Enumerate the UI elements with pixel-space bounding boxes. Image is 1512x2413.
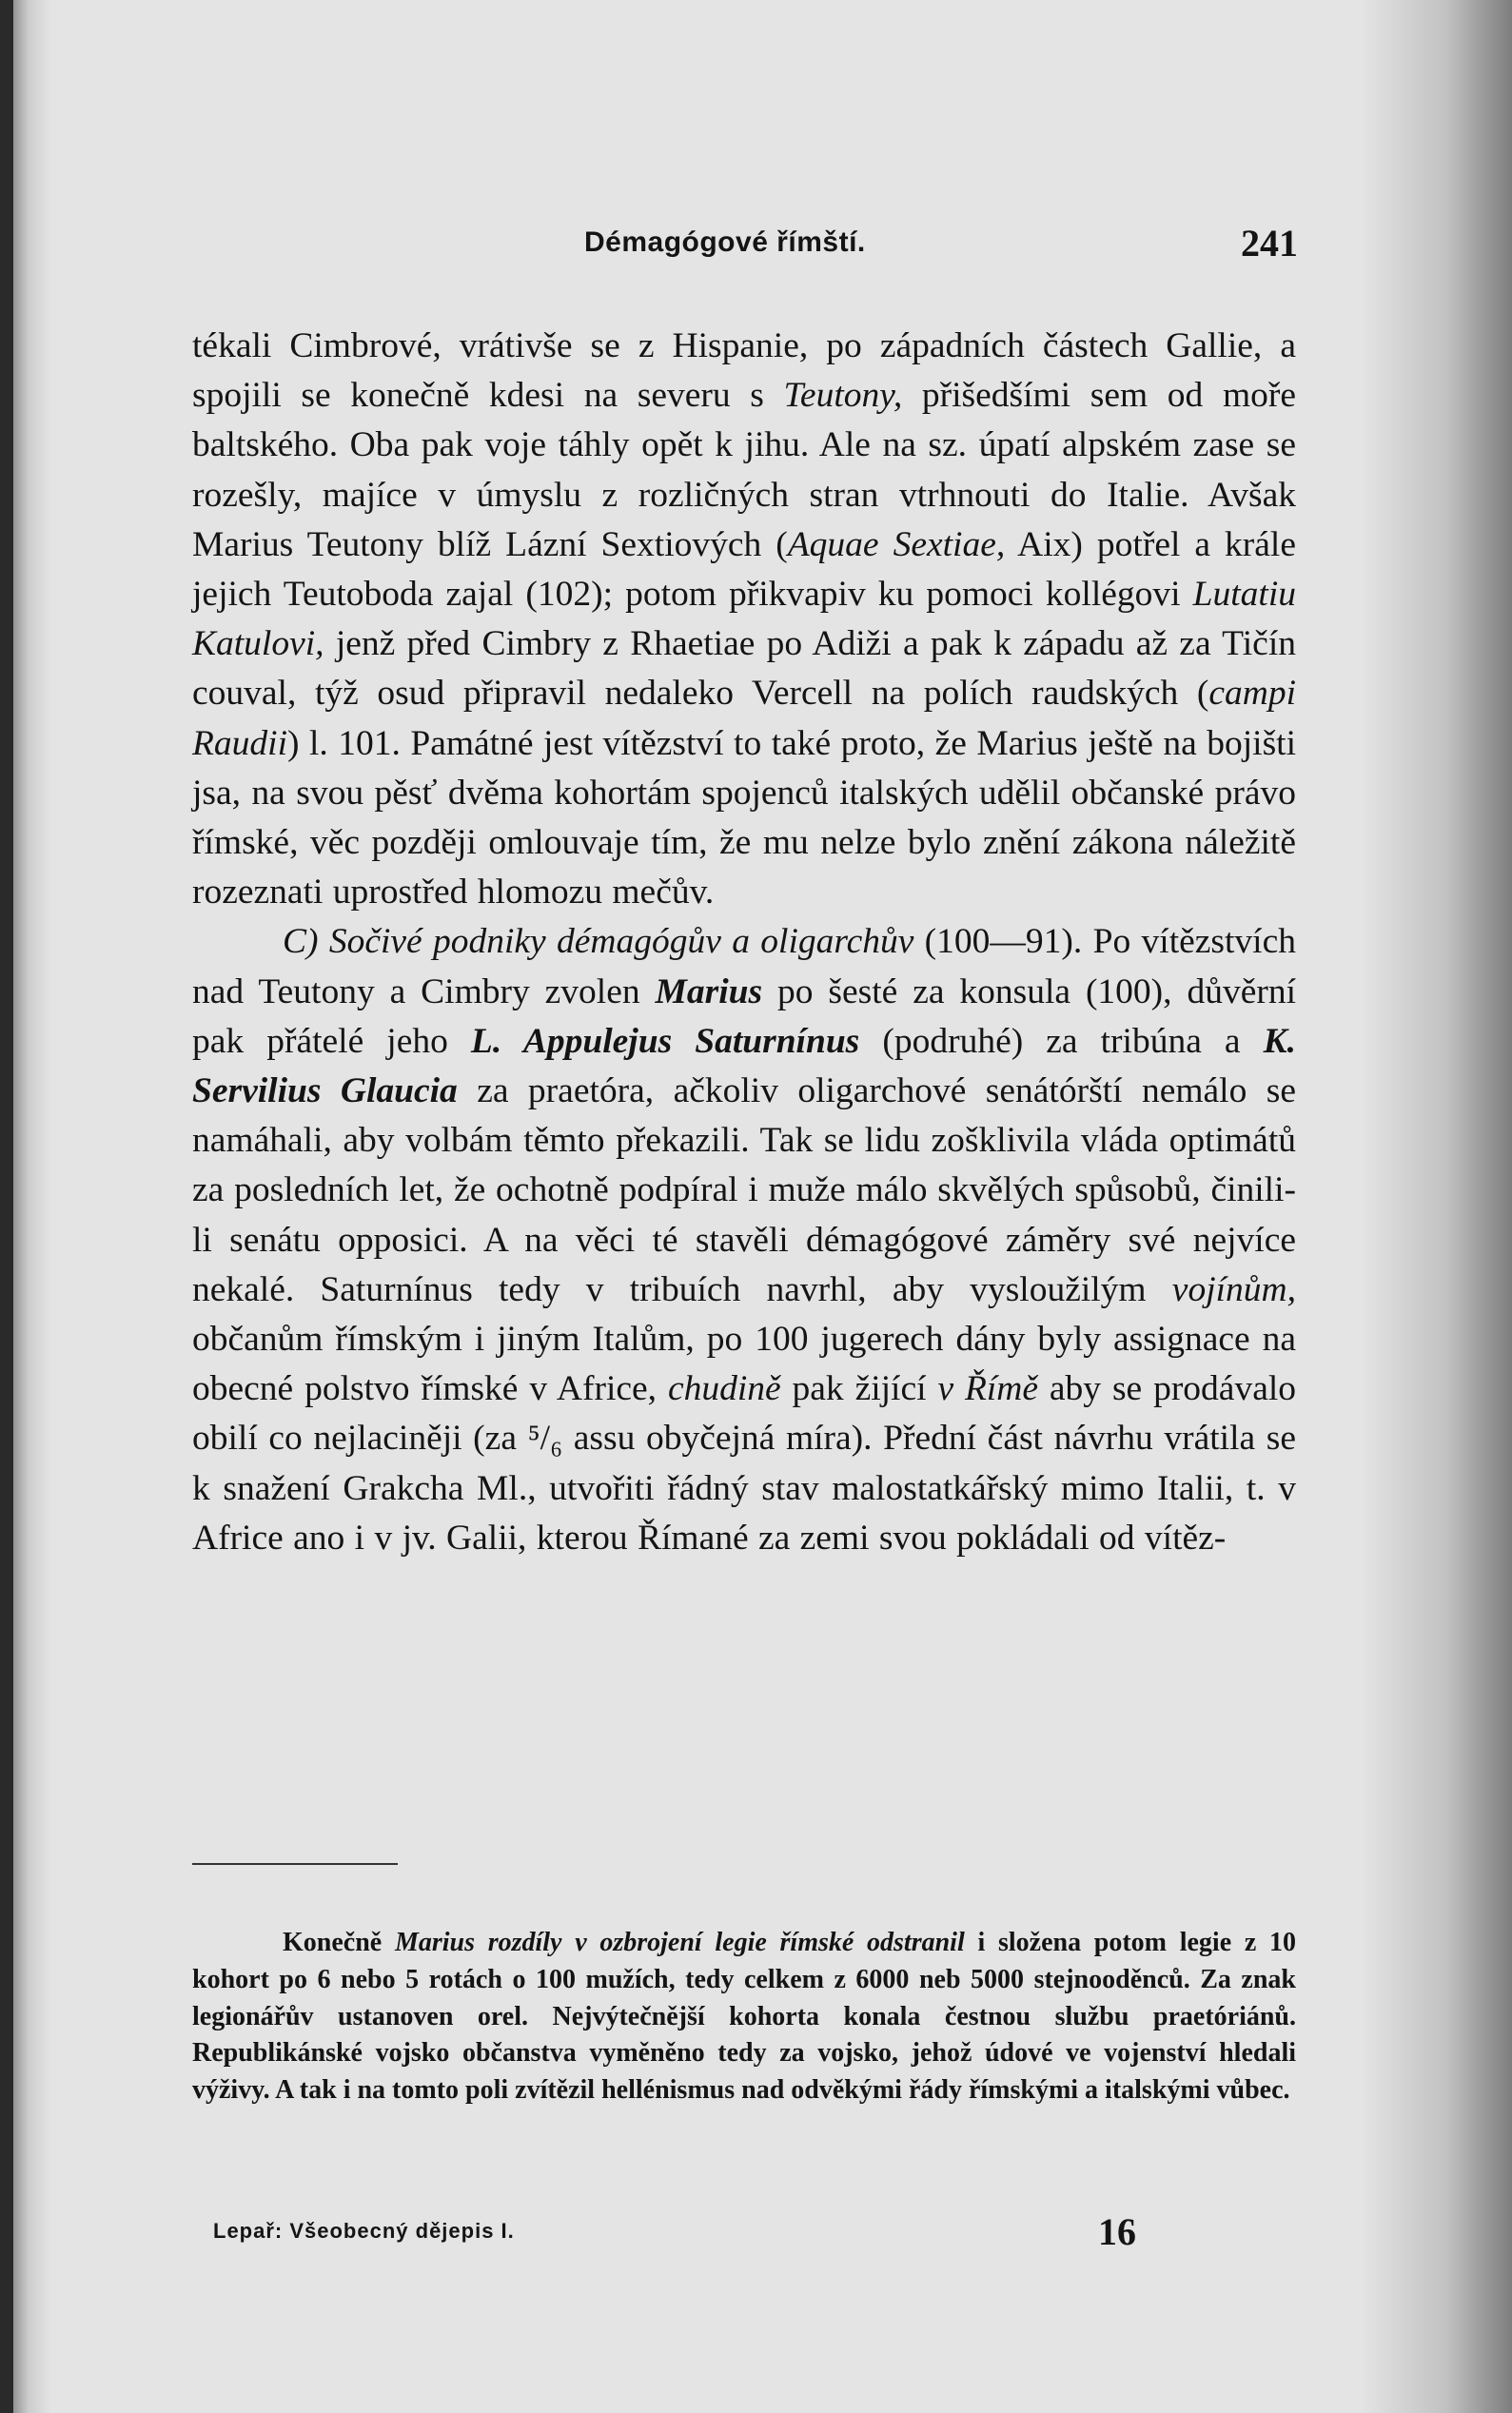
p1-text-i: ) l. 101. Památné jest vítězství to také proto, že Marius ještě na bojišti jsa, na svou pěsť dvěma kohortám spojenců italských udělil občanské právo římské, věc později omlouvaje tím, že mu nelze bylo znění zákona náležitě rozeznati uprostřed hlomozu mečův. [192,723,1296,912]
signature-line [213,2210,1165,2263]
running-head [584,222,1298,274]
section-heading-c: C) Sočivé podniky démagógův a oligarchův [283,922,914,962]
sheet-number: 16 [1098,2210,1136,2253]
footnote-separator [192,1863,398,1865]
p2-text-l: pak žijící [780,1369,938,1409]
body-text [192,322,1296,1563]
printer-signature: Lepař: Všeobecný dějepis I. [213,2219,515,2243]
p2-name-marius: Marius [655,971,763,1011]
p2-italic-v-rime: v Římě [937,1369,1039,1409]
p2-text-b: (100—91). Po vítězstvích nad Teutony a Cimbry zvolen [192,922,1296,1011]
book-page [13,0,1512,2413]
p1-italic-teutony: Teutony, [783,376,903,416]
p2-text-j: občanům římským i jiným Italům, po 100 jugerech dány byly assignace na obecné polstvo římské v Africe, [192,1320,1296,1409]
p1-italic-lutatiu-katulovi: Lutatiu Katulovi, [192,575,1296,664]
footnote-italic: Marius rozdíly v ozbrojení legie římské odstranil [394,1928,965,1957]
p2-text-f: (podruhé) za tribúna a [859,1021,1264,1061]
p2-text-n: aby se prodávalo obilí co nejlaciněji (za ⁵/₆ assu obyčejná míra). Přední část návrhu vrátila se k snažení Grakcha Ml., utvořiti řádný stav malostatkářský mimo Italii, t. v Africe ano i v jv. Galii, kterou Římané za zemi svou pokládali od vítěz- [192,1369,1297,1558]
p1-text-c: přišedšími sem od moře baltského. Oba pak voje táhly opět k jihu. Ale na sz. úpatí alpském zase se rozešly, majíce v úmyslu z rozličných stran vtrhnouti do Italie. Avšak Marius Teutony blíž Lázní Sextiových ( [192,376,1297,564]
footnote-text-c: i složena potom legie z 10 kohort po 6 nebo 5 rotách o 100 mužích, tedy celkem z 6000 neb 5000 stejnooděnců. Za znak legionářův ustanoven orel. Nejvýtečnější kohorta konala čestnou službu praetóriánů. Republikánské vojsko občanstva vyměněno tedy za vojsko, jehož údové ve vojenství hledali výživy. A tak i na tomto poli zvítězil hellénismus nad odvěkými řády římskými a italskými vůbec. [192,1928,1297,2106]
footnote-text-a: Konečně [283,1928,395,1957]
page-number: 241 [1241,222,1298,265]
p2-italic-vojinum: vojínům, [1171,1269,1296,1309]
footnote [192,1925,1296,2109]
p1-text-g: jenž před Cimbry z Rhaetiae po Adiži a pak k západu až za Tičín couval, týž osud připravil nedaleko Vercell na polích raudských ( [192,624,1296,714]
p2-name-appulejus: L. Appulejus Saturnínus [470,1021,860,1061]
p1-text-e: Aix) potřel a krále jejich Teutoboda zajal (102); potom přikvapiv ku pomoci kollégovi [192,524,1296,615]
p2-name-glaucia: K. Servilius Glaucia [192,1021,1296,1111]
p1-italic-campi-raudii: campi Raudii [192,674,1296,763]
p2-text-h: za praetóra, ačkoliv oligarchové senátórští nemálo se namáhali, aby volbám těmto překazili. Tak se lidu zošklivila vláda optimátů za posledních let, že ochotně podpíral i muže málo skvělých spůsobů, činili-li senátu opposici. A na věci té stavěli démagógové záměry své nejvíce nekalé. Saturnínus tedy v tribuích navrhl, aby vysloužilým [192,1071,1296,1309]
p2-italic-chudine: chudině [667,1369,781,1409]
p1-italic-aquae-sextiae: Aquae Sextiae, [787,524,1006,564]
running-head-title: Démagógové římští. [584,226,866,258]
paragraph-2 [192,917,1296,1563]
p2-text-d: po šesté za konsula (100), důvěrní pak přátelé jeho [192,971,1296,1061]
paragraph-1 [192,322,1296,917]
p1-text-a: tékali Cimbrové, vrátivše se z Hispanie, po západních částech Gallie, a spojili se konečně kdesi na severu s [192,326,1296,416]
